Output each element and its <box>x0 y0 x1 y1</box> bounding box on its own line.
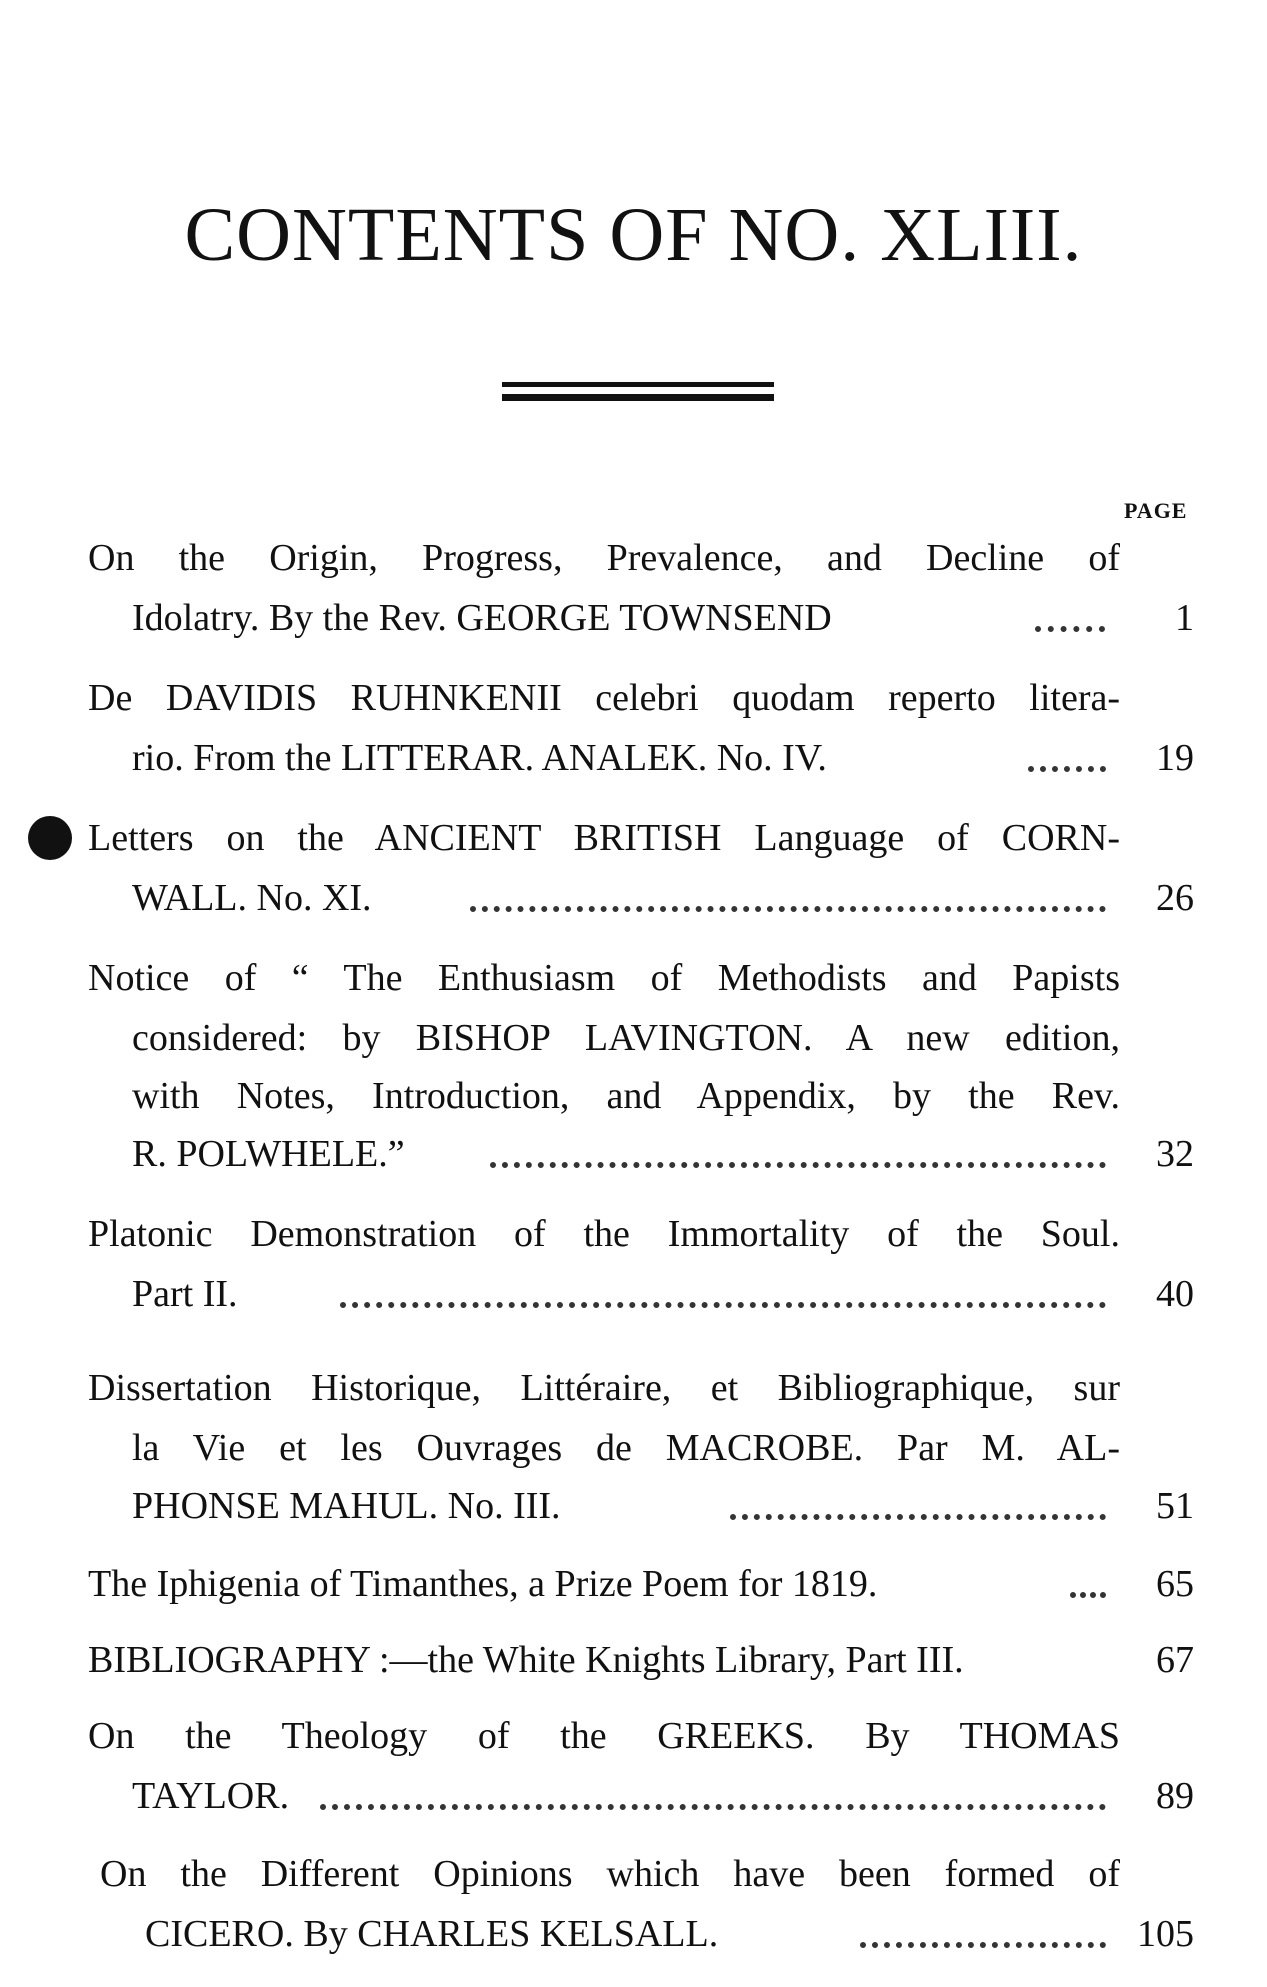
page-title: CONTENTS OF NO. XLIII. <box>184 193 1083 277</box>
entry-text: On the Origin, Progress, Prevalence, and Decline of <box>88 537 1120 579</box>
entry-text: De DAVIDIS RUHNKENII celebri quodam reperto litera- <box>88 677 1120 719</box>
entry-text: BIBLIOGRAPHY :—the White Knights Library, Part III. <box>88 1639 964 1681</box>
entry-text: R. POLWHELE.” <box>132 1133 405 1175</box>
entry-text: TAYLOR. <box>132 1775 290 1817</box>
entry-text: considered: by BISHOP LAVINGTON. A new edition, <box>132 1017 1120 1059</box>
entry-text: Part II. <box>132 1273 238 1315</box>
entry-text: Dissertation Historique, Littéraire, et Bibliographique, sur <box>88 1367 1120 1409</box>
dot-leader <box>1070 1586 1106 1598</box>
title-rule-lower <box>502 394 774 401</box>
title-rule-upper <box>502 382 774 387</box>
entry-text: PHONSE MAHUL. No. III. <box>132 1485 561 1527</box>
dot-leader <box>730 1508 1106 1520</box>
page-number: 51 <box>1156 1485 1194 1527</box>
entry-text: On the Different Opinions which have been formed of <box>100 1853 1120 1895</box>
entry-text: Letters on the ANCIENT BRITISH Language of CORN- <box>88 817 1120 859</box>
page-number: 1 <box>1175 597 1194 639</box>
page-number: 40 <box>1156 1273 1194 1315</box>
entry-text: CICERO. By CHARLES KELSALL. <box>145 1913 719 1955</box>
dot-leader <box>320 1798 1106 1810</box>
entry-text: la Vie et les Ouvrages de MACROBE. Par M. AL- <box>132 1427 1120 1469</box>
entry-text: Notice of “ The Enthusiasm of Methodists and Papists <box>88 957 1120 999</box>
entry-text: with Notes, Introduction, and Appendix, by the Rev. <box>132 1075 1120 1117</box>
dot-leader <box>1028 760 1106 772</box>
page-number: 26 <box>1156 877 1194 919</box>
page-column-heading: PAGE <box>1124 498 1188 523</box>
entry-text: On the Theology of the GREEKS. By THOMAS <box>88 1715 1120 1757</box>
page-number: 65 <box>1156 1563 1194 1605</box>
page-number: 67 <box>1156 1639 1194 1681</box>
dot-leader <box>1035 620 1105 632</box>
page-number: 19 <box>1156 737 1194 779</box>
page-number: 32 <box>1156 1133 1194 1175</box>
page-number: 89 <box>1156 1775 1194 1817</box>
page-number: 105 <box>1137 1913 1194 1955</box>
dot-leader <box>490 1156 1106 1168</box>
entry-text: The Iphigenia of Timanthes, a Prize Poem for 1819. <box>88 1563 878 1605</box>
dot-leader <box>340 1296 1106 1308</box>
entry-text: Idolatry. By the Rev. GEORGE TOWNSEND <box>132 597 832 639</box>
dot-leader <box>860 1936 1106 1948</box>
bullet-marker <box>28 816 72 860</box>
entry-text: rio. From the LITTERAR. ANALEK. No. IV. <box>132 737 827 779</box>
dot-leader <box>470 900 1106 912</box>
entry-text: WALL. No. XI. <box>132 877 372 919</box>
entry-text: Platonic Demonstration of the Immortality of the Soul. <box>88 1213 1120 1255</box>
